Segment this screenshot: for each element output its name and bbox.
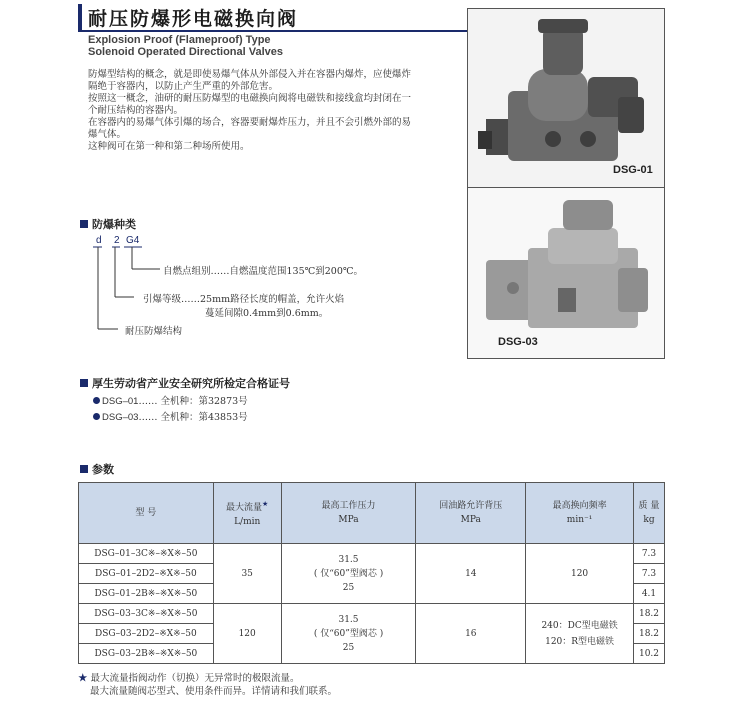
params-heading: 参数 (80, 461, 114, 477)
intro-line: 防爆型结构的概念，就是即使易爆气体从外部侵入并在容器内爆炸，应使爆炸 (88, 69, 412, 80)
star-icon: ★ (78, 673, 88, 684)
photo-dsg-03 (467, 187, 665, 359)
mass-cell: 18.2 (633, 624, 664, 644)
model-cell: DSG–03–2B※–※X※–50 (79, 644, 214, 664)
intro-line: 按照这一概念，油研的耐压防爆型的电磁换向阀将电磁铁和接线盒均封闭在一 (88, 93, 412, 104)
table-row (79, 544, 665, 564)
title-rule (78, 30, 468, 32)
model-cell: DSG–03–2D2–※X※–50 (79, 624, 214, 644)
mass-cell: 10.2 (633, 644, 664, 664)
certificate-item-1: DSG–01…… 全机种：第32873号 (93, 393, 248, 407)
certificate-heading: 厚生劳动省产业安全研究所检定合格证号 (80, 375, 290, 391)
star-icon: ★ (262, 500, 269, 508)
footnote-line-2: 最大流量随阀芯型式、使用条件而异。详情请和我们联系。 (90, 686, 338, 697)
intro-line: 这种阀可在第一种和第二种场所使用。 (88, 141, 250, 152)
frequency-cell: 240：DC型电磁铁 120：R型电磁铁 (526, 604, 634, 664)
intro-paragraph (88, 69, 463, 153)
pressure-cell: 31.5 ( 仅“60”型阀芯 ) 25 (281, 544, 416, 604)
model-cell: DSG–01–3C※–※X※–50 (79, 544, 214, 564)
protection-type-heading: 防爆种类 (80, 216, 136, 232)
model-cell: DSG–01–2B※–※X※–50 (79, 584, 214, 604)
header-model: 型 号 (79, 483, 214, 544)
level-description-line-1: 引爆等级……25mm路径长度的帽盖，允许火焰 (143, 294, 345, 305)
intro-line: 在容器内的易爆气体引爆的场合，容器要耐爆炸压力，并且不会引燃外部的易 (88, 117, 412, 128)
heading-square-icon (80, 379, 88, 387)
footnote (78, 672, 337, 698)
header-flow: 最大流量★ L/min (213, 483, 281, 544)
g4-description: 自燃点组别……自燃温度范围135℃到200℃。 (163, 266, 364, 277)
photo-dsg-01 (467, 8, 665, 188)
intro-line: 爆气体。 (88, 129, 127, 140)
footnote-line-1: ★ 最大流量指阀动作（切换）无异常时的极限流量。 (78, 673, 300, 684)
title-english-line-1: Explosion Proof (Flameproof) Type (88, 34, 271, 46)
back-pressure-cell: 14 (416, 544, 526, 604)
protection-code-leader-lines (90, 245, 170, 335)
photo-label-dsg-01: DSG-01 (613, 164, 653, 176)
mass-cell: 4.1 (633, 584, 664, 604)
certificate-item-2: DSG–03…… 全机种：第43853号 (93, 409, 248, 423)
header-mass: 质 量 kg (633, 483, 664, 544)
code-g4: G4 (126, 235, 140, 246)
bullet-icon (93, 413, 100, 420)
title-english-line-2: Solenoid Operated Directional Valves (88, 46, 284, 58)
mass-cell: 18.2 (633, 604, 664, 624)
structure-description: 耐压防爆结构 (125, 326, 183, 337)
header-frequency: 最高换向频率 min⁻¹ (526, 483, 634, 544)
mass-cell: 7.3 (633, 564, 664, 584)
header-back-pressure: 回油路允许背压 MPa (416, 483, 526, 544)
table-row (79, 604, 665, 624)
table-header-row (79, 483, 665, 544)
heading-square-icon (80, 220, 88, 228)
valve-dsg-01-image (468, 9, 664, 187)
intro-line: 个耐压结构的容器内。 (88, 105, 184, 116)
mass-cell: 7.3 (633, 544, 664, 564)
pressure-cell: 31.5 ( 仅“60”型阀芯 ) 25 (281, 604, 416, 664)
valve-dsg-03-image (468, 188, 664, 358)
photo-label-dsg-03: DSG-03 (498, 336, 538, 348)
header-pressure: 最高工作压力 MPa (281, 483, 416, 544)
frequency-cell: 120 (526, 544, 634, 604)
heading-square-icon (80, 465, 88, 473)
bullet-icon (93, 397, 100, 404)
back-pressure-cell: 16 (416, 604, 526, 664)
page-title: 耐压防爆形电磁换向阀 (88, 8, 299, 30)
model-cell: DSG–03–3C※–※X※–50 (79, 604, 214, 624)
model-cell: DSG–01–2D2–※X※–50 (79, 564, 214, 584)
code-2: 2 (114, 235, 120, 246)
flow-cell: 35 (213, 544, 281, 604)
intro-line: 隔绝于容器内，以防止产生严重的外部危害。 (88, 81, 279, 92)
level-description-line-2: 蔓延间隙0.4mm到0.6mm。 (205, 308, 329, 319)
flow-cell: 120 (213, 604, 281, 664)
params-table (78, 482, 665, 664)
code-d: d (96, 235, 102, 246)
